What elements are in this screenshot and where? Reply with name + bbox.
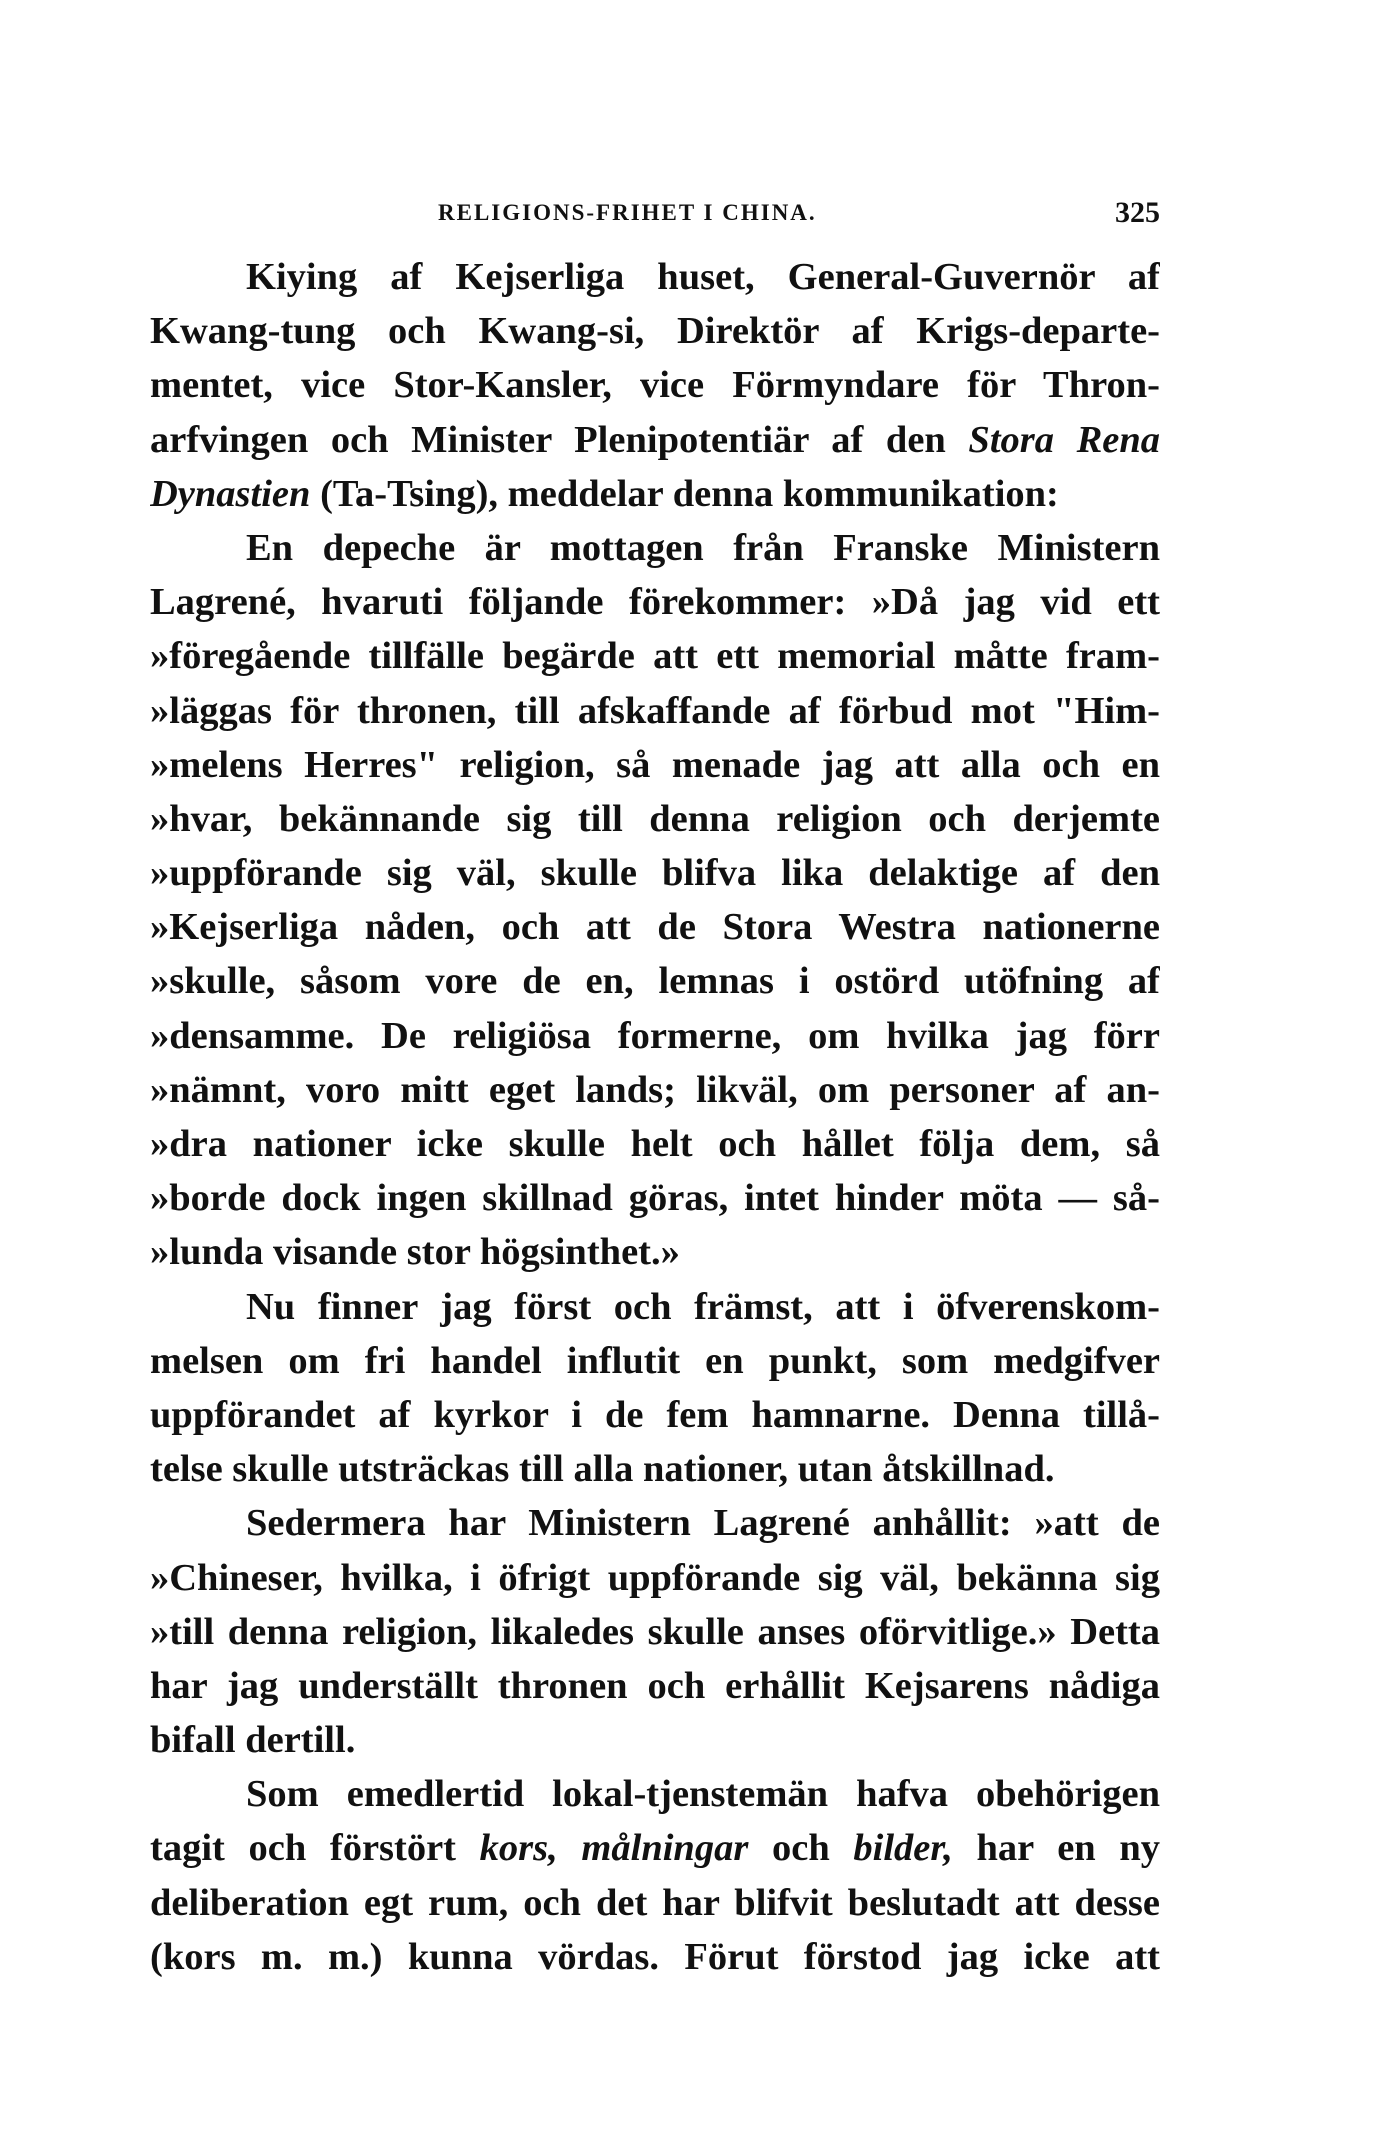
- text-line: [150, 1551, 1160, 1605]
- text-segment: »lunda visande stor högsinthet.»: [150, 1231, 680, 1274]
- text-segment: »Chineser, hvilka, i öfrigt uppförande sig väl, bekänna sig: [150, 1556, 1160, 1599]
- text-line: [150, 1280, 1160, 1334]
- text-segment: »nämnt, voro mitt eget lands; likväl, om personer af an-: [150, 1068, 1160, 1111]
- text-line: [150, 1713, 1160, 1767]
- text-segment: »läggas för thronen, till afskaffande af förbud mot "Him-: [150, 689, 1160, 732]
- text-line: [150, 521, 1160, 575]
- text-segment: Lagrené, hvaruti följande förekommer: »Då jag vid ett: [150, 581, 1160, 624]
- page-number: 325: [1115, 196, 1160, 229]
- text-line: [150, 1334, 1160, 1388]
- text-segment: »dra nationer icke skulle helt och hållet följa dem, så: [150, 1123, 1160, 1165]
- text-segment: En depeche är mottagen från Franske Ministern: [246, 526, 1160, 569]
- text-line: [150, 413, 1160, 467]
- text-line: [150, 1388, 1160, 1442]
- text-segment: och: [748, 1827, 854, 1870]
- text-segment: »melens Herres" religion, så menade jag att alla och en: [150, 743, 1160, 786]
- text-line: [150, 1496, 1160, 1550]
- text-line: [150, 1659, 1160, 1713]
- text-segment: uppförandet af kyrkor i de fem hamnarne. Denna tillå-: [150, 1393, 1160, 1436]
- text-segment: Sedermera har Ministern Lagrené anhållit: »att de: [246, 1502, 1160, 1545]
- text-segment: har en ny: [952, 1827, 1160, 1870]
- text-line: [150, 1225, 1160, 1279]
- text-segment: arfvingen och Minister Plenipotentiär af den: [150, 418, 969, 461]
- text-segment: bifall dertill.: [150, 1719, 356, 1762]
- text-line: [150, 1930, 1160, 1984]
- text-segment: tagit och förstört: [150, 1827, 480, 1870]
- text-line: [150, 358, 1160, 412]
- text-segment: »skulle, såsom vore de en, lemnas i ostörd utöfning af: [150, 960, 1160, 1003]
- text-line: [150, 1117, 1160, 1171]
- text-segment: [558, 1827, 582, 1869]
- text-line: [150, 467, 1160, 521]
- text-line: [150, 684, 1160, 738]
- text-line: [150, 1009, 1160, 1063]
- text-line: [150, 250, 1160, 304]
- text-segment: »borde dock ingen skillnad göras, intet hinder möta — så-: [150, 1177, 1160, 1220]
- text-segment: deliberation egt rum, och det har blifvit beslutadt att desse: [150, 1881, 1160, 1924]
- text-line: [150, 1767, 1160, 1821]
- text-segment: »hvar, bekännande sig till denna religion och derjemte: [150, 797, 1160, 840]
- text-line: [150, 738, 1160, 792]
- text-segment: melsen om fri handel influtit en punkt, som medgifver: [150, 1339, 1160, 1382]
- text-segment: »densamme. De religiösa formerne, om hvilka jag förr: [150, 1014, 1160, 1057]
- text-segment: »Kejserliga nåden, och att de Stora Westra nationerne: [150, 906, 1160, 949]
- text-line: [150, 1442, 1160, 1496]
- text-segment: »föregående tillfälle begärde att ett memorial måtte fram-: [150, 635, 1160, 678]
- text-segment: »till denna religion, likaledes skulle anses oförvitlige.» Detta: [150, 1610, 1160, 1653]
- text-segment: »uppförande sig väl, skulle blifva lika delaktige af den: [150, 852, 1160, 895]
- text-line: [150, 846, 1160, 900]
- text-segment: Kwang-tung och Kwang-si, Direktör af Krigs-departe-: [150, 310, 1160, 353]
- text-line: [150, 900, 1160, 954]
- text-line: [150, 1171, 1160, 1225]
- body-text: [150, 250, 1160, 1984]
- text-segment: har jag underställt thronen och erhållit Kejsarens nådiga: [150, 1664, 1160, 1707]
- italic-text: bilder,: [853, 1827, 953, 1870]
- text-line: [150, 629, 1160, 683]
- text-segment: (Ta-Tsing), meddelar denna kommunikation:: [310, 472, 1059, 515]
- text-segment: (kors m. m.) kunna vördas. Förut förstod jag icke att: [150, 1935, 1160, 1978]
- text-line: [150, 304, 1160, 358]
- page-header: [150, 196, 1160, 240]
- running-head: RELIGIONS-FRIHET I CHINA.: [438, 200, 817, 225]
- italic-text: målningar: [581, 1827, 749, 1870]
- italic-text: Stora Rena: [968, 418, 1160, 461]
- text-segment: Kiying af Kejserliga huset, General-Guvernör af: [246, 256, 1160, 298]
- text-line: [150, 575, 1160, 629]
- text-line: [150, 1063, 1160, 1117]
- text-segment: telse skulle utsträckas till alla nationer, utan åtskillnad.: [150, 1448, 1055, 1491]
- italic-text: Dynastien: [150, 472, 311, 515]
- text-segment: mentet, vice Stor-Kansler, vice Förmyndare för Thron-: [150, 364, 1160, 407]
- text-line: [150, 1876, 1160, 1930]
- text-line: [150, 954, 1160, 1008]
- text-line: [150, 792, 1160, 846]
- text-segment: Som emedlertid lokal-tjenstemän hafva obehörigen: [246, 1773, 1160, 1816]
- text-segment: Nu finner jag först och främst, att i öfverenskom-: [246, 1285, 1160, 1328]
- italic-text: kors,: [479, 1827, 558, 1870]
- text-line: [150, 1821, 1160, 1875]
- text-line: [150, 1605, 1160, 1659]
